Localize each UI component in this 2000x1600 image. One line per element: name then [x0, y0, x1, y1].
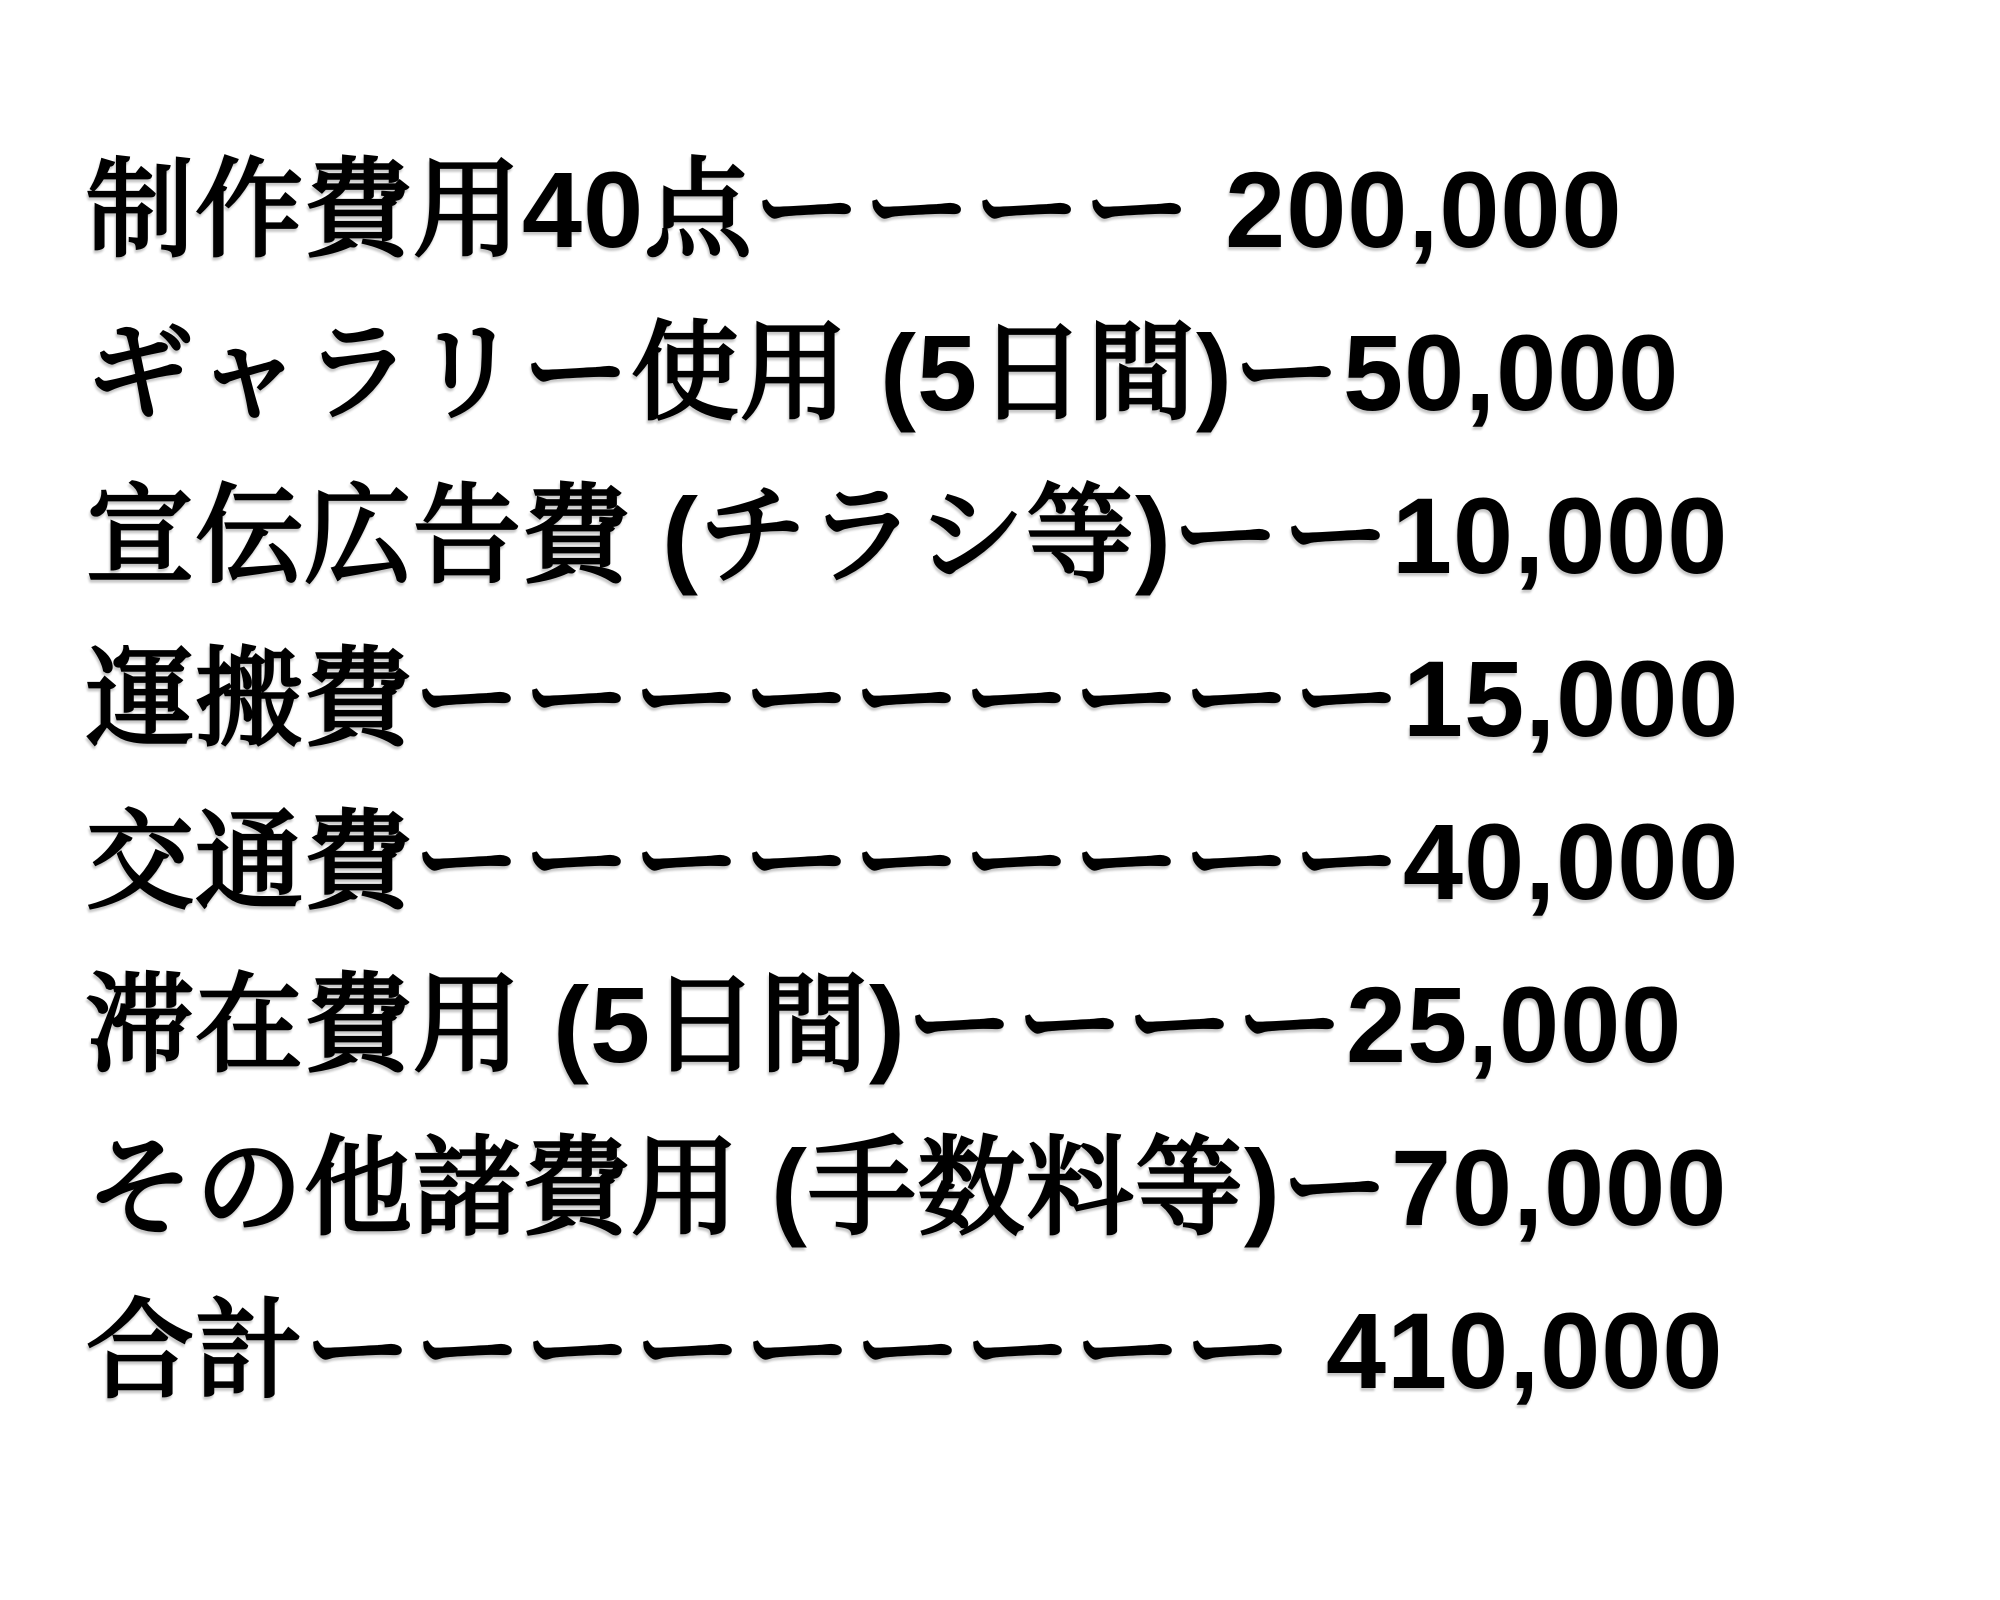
expense-label: 滞在費用 (5日間)	[86, 964, 907, 1085]
leader-dashes: ーーーーーーーーー	[304, 1290, 1327, 1411]
expense-row-production	[86, 128, 1960, 291]
leader-dashes: ー	[1233, 312, 1344, 433]
total-amount: 410,000	[1326, 1290, 1724, 1411]
expense-amount: 70,000	[1390, 1127, 1728, 1248]
leader-dashes: ーーーーーーーーー	[413, 801, 1404, 922]
expense-row-travel	[86, 780, 1960, 943]
total-label: 合計	[86, 1290, 305, 1411]
expense-amount: 50,000	[1343, 312, 1680, 433]
expense-label: 宣伝広告費 (チラシ等)	[86, 475, 1172, 596]
budget-list	[86, 128, 1960, 1432]
expense-label: 運搬費	[86, 638, 414, 759]
leader-dashes: ー	[1280, 1127, 1391, 1248]
expense-row-stay	[86, 943, 1960, 1106]
leader-dashes: ーーーー	[906, 964, 1347, 1085]
expense-label: その他諸費用 (手数料等)	[86, 1127, 1281, 1248]
expense-amount: 15,000	[1403, 638, 1740, 759]
expense-row-misc	[86, 1106, 1960, 1269]
expense-amount: 200,000	[1225, 149, 1623, 270]
leader-dashes: ーー	[1171, 475, 1392, 596]
leader-dashes: ーーーーーーーーー	[413, 638, 1404, 759]
expense-amount: 40,000	[1403, 801, 1740, 922]
expense-row-gallery	[86, 291, 1960, 454]
expense-label: 交通費	[86, 801, 414, 922]
expense-label: 制作費用40点	[86, 149, 754, 270]
expense-row-advertising	[86, 454, 1960, 617]
expense-amount: 25,000	[1346, 964, 1683, 1085]
total-row	[86, 1269, 1960, 1432]
expense-amount: 10,000	[1391, 475, 1729, 596]
leader-dashes: ーーーー	[753, 149, 1226, 270]
expense-row-transport-goods	[86, 617, 1960, 780]
expense-label: ギャラリー使用 (5日間)	[86, 312, 1234, 433]
